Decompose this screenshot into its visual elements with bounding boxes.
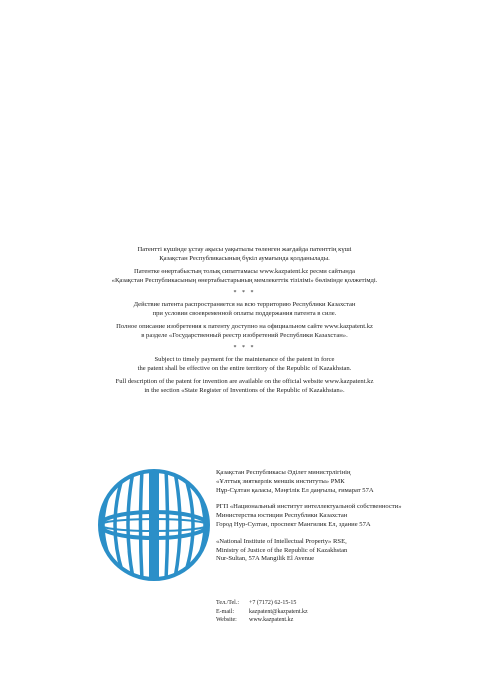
notice-en-description (40, 377, 449, 395)
address-line: «National Institute of Intellectual Property» RSE, (216, 537, 347, 545)
contact-label: Website: (216, 617, 237, 624)
contact-info (216, 599, 308, 625)
separator-stars: * * * (233, 290, 256, 296)
phone-value: +7 (7172) 62-15-15 (249, 600, 297, 606)
institute-addresses (216, 469, 486, 572)
address-line: «Ұлттық зияткерлік меншік институты» РМК (216, 477, 345, 485)
notice-kk-description (40, 267, 449, 285)
contact-label: Тел./Tel.: (216, 600, 240, 606)
separator-stars: * * * (233, 345, 256, 351)
notice-line: Subject to timely payment for the maintenance of the patent in force (154, 356, 335, 363)
address-line: Министерства юстиции Республики Казахстан (216, 512, 348, 520)
notice-line: the patent shall be effective on the entire territory of the Republic of Kazakhstan. (137, 365, 352, 372)
contact-phone (216, 599, 308, 608)
notice-line: Патентке өнертабыстың толық сипаттамасы www.kazpatent.kz ресми сайтында (133, 268, 356, 275)
logo-arc (128, 472, 133, 578)
logo-arc (185, 476, 193, 574)
notice-line: «Қазақстан Республикасының өнертабыстарының мемлекеттік тізілімі» бөлімінде қолжетімді. (111, 277, 378, 284)
logo-arc (141, 470, 143, 580)
kazpatent-emblem-logo (97, 468, 211, 582)
contact-email (216, 608, 308, 617)
address-line: РГП «Национальный институт интеллектуальной собственности» (216, 503, 402, 511)
notice-line: Қазақстан Республикасының бүкіл аумағында қолданылады. (159, 255, 330, 262)
logo-arc (175, 472, 180, 578)
address-kazakh (216, 469, 486, 495)
email-link[interactable]: kazpatent@kazpatent.kz (249, 608, 308, 615)
kazpatent-emblem-icon (97, 468, 211, 582)
patent-notice (40, 245, 449, 399)
notice-line: Патентті күшінде ұстау ақысы уақытылы төленген жағдайда патенттің күші (137, 246, 352, 253)
website-link[interactable]: www.kazpatent.kz (249, 617, 294, 624)
logo-arc (166, 470, 168, 580)
address-russian (216, 503, 486, 529)
address-line: Қазақстан Республикасы Әділет министрлігінің (216, 469, 351, 476)
address-english (216, 538, 486, 564)
address-line: Ministry of Justice of the Republic of Kazakhstan (216, 546, 348, 554)
notice-ru-validity (40, 300, 449, 318)
notice-line: в разделе «Государственный реестр изобретений Республики Казахстан». (141, 332, 348, 339)
address-line: Город Нур-Султан, проспект Мангилик Ел, здание 57А (216, 520, 371, 528)
notice-kk-validity (40, 245, 449, 263)
contact-website (216, 616, 308, 625)
notice-line: Full description of the patent for invention are available on the official website www.kazpatent.kz (115, 378, 374, 385)
notice-line: Полное описание изобретения к патенту доступно на официальном сайте www.kazpatent.kz (116, 323, 373, 330)
notice-ru-description (40, 322, 449, 340)
address-line: Nur-Sultan, 57A Mangilik El Avenue (216, 555, 315, 563)
notice-line: Действие патента распространяется на всю территорию Республики Казахстан (133, 301, 356, 308)
logo-center-bar (149, 470, 159, 580)
notice-en-validity (40, 355, 449, 373)
contact-label: E-mail: (216, 608, 234, 615)
logo-arc (115, 476, 123, 574)
address-line: Нұр-Сұлтан қаласы, Мәңгілік Ел даңғылы, ғимарат 57А (216, 486, 374, 494)
notice-line: in the section «State Register of Inventions of the Republic of Kazakhstan». (144, 387, 345, 394)
notice-line: при условии своевременной оплаты поддержания патента в силе. (152, 310, 337, 317)
